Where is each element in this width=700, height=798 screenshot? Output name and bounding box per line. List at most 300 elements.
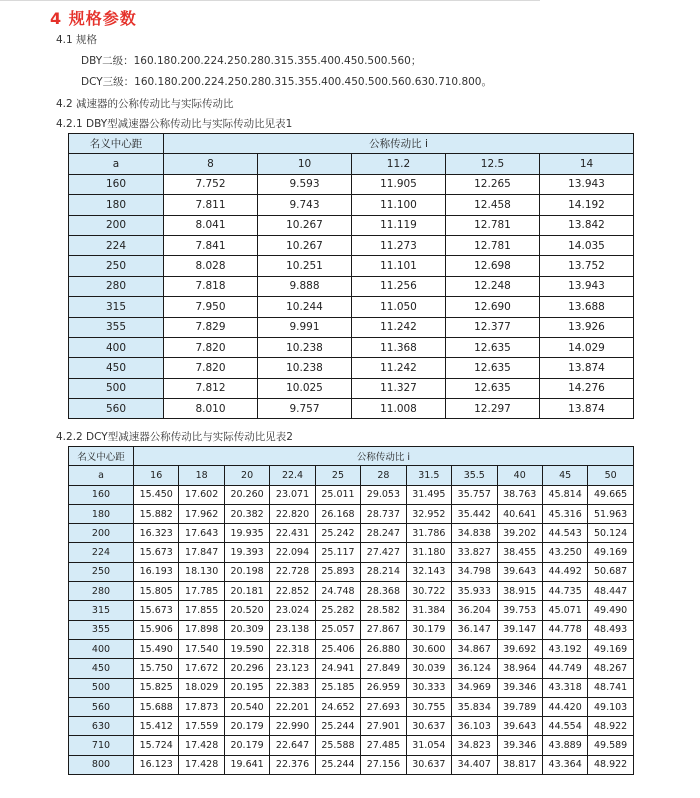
ratio-value-cell: 43.192 — [542, 639, 587, 658]
table-row — [69, 659, 634, 678]
ratio-value-cell: 15.882 — [134, 504, 179, 523]
ratio-value-cell: 17.602 — [179, 485, 224, 504]
ratio-value-cell: 24.748 — [315, 582, 360, 601]
ratio-value-cell: 25.242 — [315, 524, 360, 543]
ratio-value-cell: 48.922 — [588, 755, 633, 774]
center-distance-cell: 560 — [69, 399, 164, 419]
ratio-header: 14 — [540, 154, 634, 174]
ratio-value-cell: 39.643 — [497, 717, 542, 736]
table-row — [69, 358, 634, 378]
ratio-value-cell: 32.143 — [406, 562, 451, 581]
ratio-value-cell: 49.665 — [588, 485, 633, 504]
ratio-value-cell: 16.123 — [134, 755, 179, 774]
ratio-value-cell: 27.693 — [361, 697, 406, 716]
ratio-value-cell: 35.757 — [452, 485, 497, 504]
section-title: 4 规格参数 — [50, 9, 137, 28]
ratio-value-cell: 20.382 — [224, 504, 269, 523]
ratio-value-cell: 10.238 — [258, 337, 352, 357]
ratio-value-cell: 17.962 — [179, 504, 224, 523]
ratio-value-cell: 25.011 — [315, 485, 360, 504]
ratio-value-cell: 48.493 — [588, 620, 633, 639]
table-row — [69, 276, 634, 296]
ratio-value-cell: 12.698 — [446, 256, 540, 276]
ratio-header: 50 — [588, 466, 633, 485]
table-row — [69, 378, 634, 398]
ratio-value-cell: 25.588 — [315, 736, 360, 755]
ratio-value-cell: 45.071 — [542, 601, 587, 620]
ratio-value-cell: 24.941 — [315, 659, 360, 678]
ratio-value-cell: 14.192 — [540, 195, 634, 215]
ratio-value-cell: 7.752 — [164, 174, 258, 194]
ratio-value-cell: 36.103 — [452, 717, 497, 736]
ratio-value-cell: 9.991 — [258, 317, 352, 337]
ratio-value-cell: 51.963 — [588, 504, 633, 523]
ratio-value-cell: 10.244 — [258, 297, 352, 317]
ratio-value-cell: 44.492 — [542, 562, 587, 581]
ratio-header: 20 — [224, 466, 269, 485]
ratio-value-cell: 20.309 — [224, 620, 269, 639]
table-row — [69, 256, 634, 276]
ratio-value-cell: 36.204 — [452, 601, 497, 620]
ratio-value-cell: 7.818 — [164, 276, 258, 296]
ratio-value-cell: 30.722 — [406, 582, 451, 601]
ratio-value-cell: 49.103 — [588, 697, 633, 716]
center-distance-cell: 160 — [69, 485, 134, 504]
ratio-value-cell: 23.123 — [270, 659, 315, 678]
ratio-header: 40 — [497, 466, 542, 485]
ratio-value-cell: 26.168 — [315, 504, 360, 523]
ratio-value-cell: 11.119 — [352, 215, 446, 235]
ratio-header: 12.5 — [446, 154, 540, 174]
ratio-header: 35.5 — [452, 466, 497, 485]
ratio-value-cell: 22.990 — [270, 717, 315, 736]
ratio-value-cell: 12.781 — [446, 215, 540, 235]
ratio-value-cell: 28.368 — [361, 582, 406, 601]
ratio-header: 28 — [361, 466, 406, 485]
ratio-value-cell: 22.647 — [270, 736, 315, 755]
ratio-value-cell: 44.554 — [542, 717, 587, 736]
ratio-value-cell: 50.124 — [588, 524, 633, 543]
ratio-value-cell: 44.735 — [542, 582, 587, 601]
ratio-value-cell: 33.827 — [452, 543, 497, 562]
table2-caption: 4.2.2 DCY型减速器公称传动比与实际传动比见表2 — [56, 431, 293, 443]
table-row — [69, 297, 634, 317]
header-nominal-ratio: 公称传动比 i — [134, 447, 634, 466]
ratio-value-cell: 30.179 — [406, 620, 451, 639]
ratio-value-cell: 8.041 — [164, 215, 258, 235]
ratio-value-cell: 44.420 — [542, 697, 587, 716]
ratio-value-cell: 20.181 — [224, 582, 269, 601]
ratio-value-cell: 48.741 — [588, 678, 633, 697]
ratio-value-cell: 17.643 — [179, 524, 224, 543]
ratio-value-cell: 17.428 — [179, 755, 224, 774]
ratio-value-cell: 28.214 — [361, 562, 406, 581]
ratio-value-cell: 43.889 — [542, 736, 587, 755]
ratio-value-cell: 7.829 — [164, 317, 258, 337]
ratio-value-cell: 23.138 — [270, 620, 315, 639]
ratio-value-cell: 30.755 — [406, 697, 451, 716]
ratio-value-cell: 7.812 — [164, 378, 258, 398]
ratio-value-cell: 22.094 — [270, 543, 315, 562]
ratio-value-cell: 50.687 — [588, 562, 633, 581]
center-distance-cell: 355 — [69, 317, 164, 337]
ratio-header: 22.4 — [270, 466, 315, 485]
ratio-value-cell: 11.242 — [352, 358, 446, 378]
ratio-value-cell: 17.559 — [179, 717, 224, 736]
ratio-value-cell: 13.926 — [540, 317, 634, 337]
table-row — [69, 678, 634, 697]
ratio-value-cell: 12.690 — [446, 297, 540, 317]
center-distance-cell: 224 — [69, 543, 134, 562]
ratio-value-cell: 13.874 — [540, 358, 634, 378]
ratio-value-cell: 13.842 — [540, 215, 634, 235]
ratio-value-cell: 22.376 — [270, 755, 315, 774]
ratio-value-cell: 15.490 — [134, 639, 179, 658]
ratio-value-cell: 13.943 — [540, 276, 634, 296]
center-distance-cell: 200 — [69, 524, 134, 543]
ratio-value-cell: 7.811 — [164, 195, 258, 215]
ratio-value-cell: 49.490 — [588, 601, 633, 620]
ratio-value-cell: 43.318 — [542, 678, 587, 697]
ratio-value-cell: 15.805 — [134, 582, 179, 601]
ratio-value-cell: 15.724 — [134, 736, 179, 755]
ratio-value-cell: 22.728 — [270, 562, 315, 581]
ratio-value-cell: 34.838 — [452, 524, 497, 543]
ratio-header: 45 — [542, 466, 587, 485]
table-row — [69, 697, 634, 716]
ratio-value-cell: 39.692 — [497, 639, 542, 658]
ratio-value-cell: 43.250 — [542, 543, 587, 562]
ratio-value-cell: 9.757 — [258, 399, 352, 419]
ratio-value-cell: 34.867 — [452, 639, 497, 658]
ratio-value-cell: 11.368 — [352, 337, 446, 357]
ratio-value-cell: 7.950 — [164, 297, 258, 317]
header-nominal-ratio: 公称传动比 i — [164, 134, 634, 154]
ratio-value-cell: 48.447 — [588, 582, 633, 601]
ratio-header: 18 — [179, 466, 224, 485]
header-a: a — [69, 154, 164, 174]
ratio-value-cell: 19.393 — [224, 543, 269, 562]
ratio-value-cell: 17.672 — [179, 659, 224, 678]
ratio-value-cell: 14.276 — [540, 378, 634, 398]
ratio-value-cell: 20.520 — [224, 601, 269, 620]
center-distance-cell: 250 — [69, 562, 134, 581]
table-row — [69, 620, 634, 639]
ratio-value-cell: 7.820 — [164, 358, 258, 378]
ratio-value-cell: 10.267 — [258, 215, 352, 235]
ratio-value-cell: 25.057 — [315, 620, 360, 639]
ratio-value-cell: 28.582 — [361, 601, 406, 620]
ratio-value-cell: 9.743 — [258, 195, 352, 215]
ratio-value-cell: 32.952 — [406, 504, 451, 523]
ratio-header: 31.5 — [406, 466, 451, 485]
ratio-value-cell: 35.933 — [452, 582, 497, 601]
ratio-value-cell: 23.024 — [270, 601, 315, 620]
center-distance-cell: 800 — [69, 755, 134, 774]
ratio-value-cell: 39.346 — [497, 736, 542, 755]
table-row — [69, 235, 634, 255]
ratio-value-cell: 35.442 — [452, 504, 497, 523]
ratio-value-cell: 31.180 — [406, 543, 451, 562]
center-distance-cell: 355 — [69, 620, 134, 639]
center-distance-cell: 400 — [69, 337, 164, 357]
ratio-value-cell: 12.635 — [446, 358, 540, 378]
ratio-value-cell: 27.849 — [361, 659, 406, 678]
ratio-value-cell: 20.540 — [224, 697, 269, 716]
table-dby-ratios — [68, 133, 634, 419]
ratio-value-cell: 18.130 — [179, 562, 224, 581]
ratio-value-cell: 26.959 — [361, 678, 406, 697]
ratio-value-cell: 39.643 — [497, 562, 542, 581]
ratio-value-cell: 30.039 — [406, 659, 451, 678]
ratio-value-cell: 15.673 — [134, 601, 179, 620]
table-row — [69, 504, 634, 523]
ratio-value-cell: 38.455 — [497, 543, 542, 562]
ratio-value-cell: 48.922 — [588, 717, 633, 736]
ratio-value-cell: 28.737 — [361, 504, 406, 523]
ratio-value-cell: 11.008 — [352, 399, 446, 419]
center-distance-cell: 315 — [69, 297, 164, 317]
ratio-value-cell: 12.248 — [446, 276, 540, 296]
ratio-value-cell: 28.247 — [361, 524, 406, 543]
center-distance-cell: 250 — [69, 256, 164, 276]
ratio-value-cell: 22.820 — [270, 504, 315, 523]
ratio-value-cell: 17.898 — [179, 620, 224, 639]
center-distance-cell: 450 — [69, 659, 134, 678]
table-row — [69, 317, 634, 337]
ratio-value-cell: 22.201 — [270, 697, 315, 716]
center-distance-cell: 450 — [69, 358, 164, 378]
table-row — [69, 543, 634, 562]
ratio-value-cell: 38.964 — [497, 659, 542, 678]
ratio-value-cell: 15.825 — [134, 678, 179, 697]
header-center-distance: 名义中心距 — [69, 134, 164, 154]
ratio-value-cell: 39.346 — [497, 678, 542, 697]
center-distance-cell: 500 — [69, 378, 164, 398]
ratio-header: 25 — [315, 466, 360, 485]
subsection-4-1: 4.1 规格 — [56, 34, 98, 46]
ratio-value-cell: 18.029 — [179, 678, 224, 697]
ratio-value-cell: 38.915 — [497, 582, 542, 601]
ratio-header: 8 — [164, 154, 258, 174]
ratio-value-cell: 31.495 — [406, 485, 451, 504]
center-distance-cell: 315 — [69, 601, 134, 620]
center-distance-cell: 160 — [69, 174, 164, 194]
ratio-value-cell: 20.179 — [224, 736, 269, 755]
ratio-value-cell: 44.778 — [542, 620, 587, 639]
ratio-value-cell: 27.427 — [361, 543, 406, 562]
ratio-value-cell: 12.458 — [446, 195, 540, 215]
ratio-value-cell: 36.147 — [452, 620, 497, 639]
ratio-value-cell: 11.273 — [352, 235, 446, 255]
ratio-value-cell: 30.600 — [406, 639, 451, 658]
table-row — [69, 562, 634, 581]
ratio-value-cell: 31.054 — [406, 736, 451, 755]
top-rule — [0, 0, 540, 1]
ratio-value-cell: 39.202 — [497, 524, 542, 543]
ratio-value-cell: 22.383 — [270, 678, 315, 697]
table-row — [69, 601, 634, 620]
table1-caption: 4.2.1 DBY型减速器公称传动比与实际传动比见表1 — [56, 118, 293, 130]
ratio-value-cell: 25.406 — [315, 639, 360, 658]
ratio-value-cell: 17.873 — [179, 697, 224, 716]
ratio-value-cell: 15.906 — [134, 620, 179, 639]
ratio-value-cell: 22.852 — [270, 582, 315, 601]
table-row — [69, 582, 634, 601]
ratio-value-cell: 45.814 — [542, 485, 587, 504]
ratio-value-cell: 20.296 — [224, 659, 269, 678]
ratio-value-cell: 9.593 — [258, 174, 352, 194]
center-distance-cell: 500 — [69, 678, 134, 697]
ratio-value-cell: 19.641 — [224, 755, 269, 774]
ratio-value-cell: 11.242 — [352, 317, 446, 337]
center-distance-cell: 200 — [69, 215, 164, 235]
ratio-value-cell: 49.589 — [588, 736, 633, 755]
ratio-value-cell: 11.050 — [352, 297, 446, 317]
ratio-value-cell: 11.905 — [352, 174, 446, 194]
ratio-value-cell: 12.635 — [446, 337, 540, 357]
ratio-value-cell: 39.753 — [497, 601, 542, 620]
ratio-value-cell: 13.752 — [540, 256, 634, 276]
ratio-value-cell: 11.101 — [352, 256, 446, 276]
center-distance-cell: 630 — [69, 717, 134, 736]
center-distance-cell: 560 — [69, 697, 134, 716]
center-distance-cell: 180 — [69, 504, 134, 523]
ratio-value-cell: 8.028 — [164, 256, 258, 276]
ratio-value-cell: 30.333 — [406, 678, 451, 697]
ratio-value-cell: 15.673 — [134, 543, 179, 562]
center-distance-cell: 224 — [69, 235, 164, 255]
ratio-value-cell: 25.117 — [315, 543, 360, 562]
ratio-value-cell: 17.855 — [179, 601, 224, 620]
ratio-value-cell: 35.834 — [452, 697, 497, 716]
ratio-value-cell: 16.323 — [134, 524, 179, 543]
ratio-value-cell: 12.635 — [446, 378, 540, 398]
center-distance-cell: 710 — [69, 736, 134, 755]
ratio-value-cell: 25.185 — [315, 678, 360, 697]
ratio-header: 11.2 — [352, 154, 446, 174]
ratio-value-cell: 25.244 — [315, 755, 360, 774]
ratio-value-cell: 31.786 — [406, 524, 451, 543]
ratio-value-cell: 45.316 — [542, 504, 587, 523]
ratio-value-cell: 25.244 — [315, 717, 360, 736]
ratio-value-cell: 15.688 — [134, 697, 179, 716]
ratio-value-cell: 16.193 — [134, 562, 179, 581]
ratio-header: 16 — [134, 466, 179, 485]
ratio-value-cell: 22.431 — [270, 524, 315, 543]
ratio-value-cell: 20.195 — [224, 678, 269, 697]
ratio-value-cell: 17.540 — [179, 639, 224, 658]
ratio-value-cell: 11.327 — [352, 378, 446, 398]
ratio-value-cell: 43.364 — [542, 755, 587, 774]
table-row — [69, 717, 634, 736]
ratio-value-cell: 12.297 — [446, 399, 540, 419]
ratio-value-cell: 20.260 — [224, 485, 269, 504]
ratio-value-cell: 19.590 — [224, 639, 269, 658]
ratio-value-cell: 7.820 — [164, 337, 258, 357]
subsection-4-2: 4.2 减速器的公称传动比与实际传动比 — [56, 98, 234, 110]
ratio-value-cell: 34.969 — [452, 678, 497, 697]
ratio-value-cell: 7.841 — [164, 235, 258, 255]
ratio-value-cell: 10.267 — [258, 235, 352, 255]
ratio-value-cell: 29.053 — [361, 485, 406, 504]
table-row — [69, 485, 634, 504]
ratio-value-cell: 15.412 — [134, 717, 179, 736]
table-row — [69, 736, 634, 755]
dcy-spec: DCY三级：160.180.200.224.250.280.315.355.400.450.500.560.630.710.800。 — [81, 76, 492, 88]
ratio-value-cell: 11.256 — [352, 276, 446, 296]
ratio-value-cell: 17.785 — [179, 582, 224, 601]
header-a: a — [69, 466, 134, 485]
table-row — [69, 337, 634, 357]
ratio-value-cell: 26.880 — [361, 639, 406, 658]
ratio-value-cell: 25.282 — [315, 601, 360, 620]
ratio-value-cell: 17.847 — [179, 543, 224, 562]
ratio-header: 10 — [258, 154, 352, 174]
ratio-value-cell: 12.781 — [446, 235, 540, 255]
ratio-value-cell: 34.823 — [452, 736, 497, 755]
ratio-value-cell: 20.179 — [224, 717, 269, 736]
ratio-value-cell: 38.763 — [497, 485, 542, 504]
ratio-value-cell: 40.641 — [497, 504, 542, 523]
ratio-value-cell: 44.543 — [542, 524, 587, 543]
ratio-value-cell: 48.267 — [588, 659, 633, 678]
ratio-value-cell: 25.893 — [315, 562, 360, 581]
ratio-value-cell: 34.798 — [452, 562, 497, 581]
ratio-value-cell: 17.428 — [179, 736, 224, 755]
ratio-value-cell: 8.010 — [164, 399, 258, 419]
ratio-value-cell: 31.384 — [406, 601, 451, 620]
table-row — [69, 639, 634, 658]
ratio-value-cell: 20.198 — [224, 562, 269, 581]
ratio-value-cell: 15.450 — [134, 485, 179, 504]
header-center-distance: 名义中心距 — [69, 447, 134, 466]
center-distance-cell: 280 — [69, 276, 164, 296]
table-row — [69, 524, 634, 543]
ratio-value-cell: 49.169 — [588, 639, 633, 658]
table-row — [69, 755, 634, 774]
ratio-value-cell: 13.874 — [540, 399, 634, 419]
ratio-value-cell: 27.901 — [361, 717, 406, 736]
table-row — [69, 399, 634, 419]
center-distance-cell: 400 — [69, 639, 134, 658]
ratio-value-cell: 38.817 — [497, 755, 542, 774]
ratio-value-cell: 27.485 — [361, 736, 406, 755]
ratio-value-cell: 30.637 — [406, 755, 451, 774]
ratio-value-cell: 27.156 — [361, 755, 406, 774]
ratio-value-cell: 30.637 — [406, 717, 451, 736]
center-distance-cell: 180 — [69, 195, 164, 215]
ratio-value-cell: 14.035 — [540, 235, 634, 255]
ratio-value-cell: 27.867 — [361, 620, 406, 639]
ratio-value-cell: 13.943 — [540, 174, 634, 194]
ratio-value-cell: 14.029 — [540, 337, 634, 357]
ratio-value-cell: 44.749 — [542, 659, 587, 678]
ratio-value-cell: 36.124 — [452, 659, 497, 678]
ratio-value-cell: 9.888 — [258, 276, 352, 296]
dby-spec: DBY二级：160.180.200.224.250.280.315.355.400.450.500.560； — [81, 55, 422, 67]
table-dcy-ratios — [68, 446, 634, 775]
ratio-value-cell: 39.789 — [497, 697, 542, 716]
ratio-value-cell: 23.071 — [270, 485, 315, 504]
ratio-value-cell: 49.169 — [588, 543, 633, 562]
center-distance-cell: 280 — [69, 582, 134, 601]
ratio-value-cell: 12.377 — [446, 317, 540, 337]
ratio-value-cell: 11.100 — [352, 195, 446, 215]
ratio-value-cell: 13.688 — [540, 297, 634, 317]
ratio-value-cell: 10.025 — [258, 378, 352, 398]
ratio-value-cell: 39.147 — [497, 620, 542, 639]
